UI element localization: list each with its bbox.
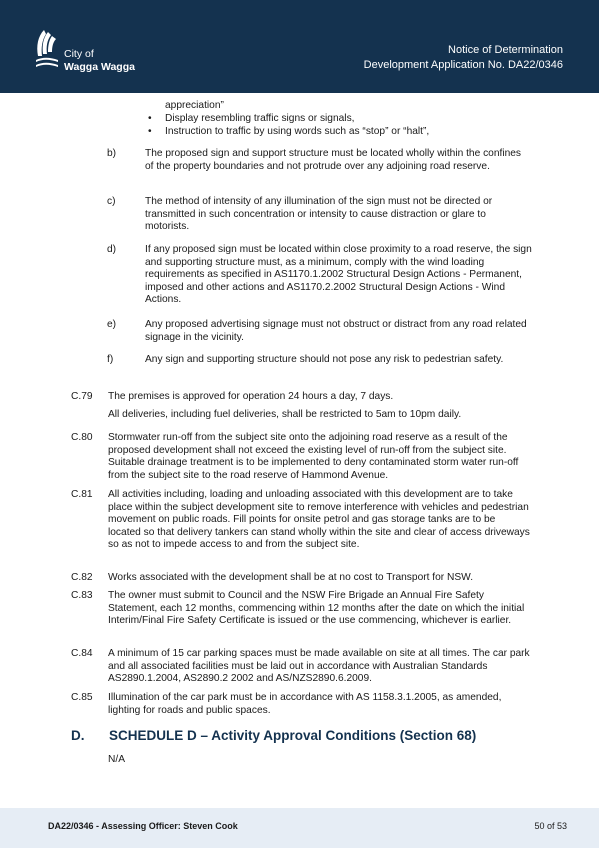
logo-line-1: City of xyxy=(64,48,94,60)
condition-number: C.84 xyxy=(71,648,93,659)
condition-c83 xyxy=(71,590,531,628)
council-logo xyxy=(34,26,154,76)
condition-c82 xyxy=(71,572,531,585)
sub-condition-d xyxy=(107,244,532,307)
bullet-list xyxy=(145,113,555,139)
header-title-block xyxy=(364,43,563,72)
condition-number: C.79 xyxy=(71,391,93,402)
application-number: Development Application No. DA22/0346 xyxy=(363,58,563,71)
sub-label: d) xyxy=(107,244,117,255)
logo-line-2: Wagga Wagga xyxy=(64,60,135,73)
sub-label: c) xyxy=(107,196,116,207)
sub-text: The proposed sign and support structure must be located wholly within the confines of the property boundaries and not protrude over any adjoining road reserve. xyxy=(145,148,522,172)
page-header xyxy=(0,0,599,93)
bullet-text: Instruction to traffic by using words such as “stop” or “halt”, xyxy=(165,126,430,137)
sub-condition-b xyxy=(107,148,532,173)
bullet-icon: • xyxy=(148,126,152,137)
condition-text: All activities including, loading and unloading associated with this development are to take place within the subject development site to remove interference with vehicles and pedestrian movement on public roads. Fill points for onsite petrol and gas storage tanks are to be located so that delivery tankers can stand wholly within the site and clear of access driveways so as not to impede access to and from the subject site. xyxy=(108,489,530,551)
footer-officer: DA22/0346 - Assessing Officer: Steven Cook xyxy=(48,821,238,831)
condition-text: The owner must submit to Council and the NSW Fire Brigade an Annual Fire Safety Statement, each 12 months, commencing within 12 months after the date on which the initial Interim/Final Fire Safety Certificate is issued or the use commencing, whichever is earlier. xyxy=(108,590,525,627)
condition-c79 xyxy=(71,391,531,421)
sub-text: Any proposed advertising signage must not obstruct or distract from any road related signage in the vicinity. xyxy=(145,319,527,343)
condition-text: Works associated with the development shall be at no cost to Transport for NSW. xyxy=(108,572,474,583)
sub-label: e) xyxy=(107,319,117,330)
bullet-text: Display resembling traffic signs or signals, xyxy=(165,113,355,124)
sub-text: Any sign and supporting structure should not pose any risk to pedestrian safety. xyxy=(145,354,504,365)
logo-text xyxy=(64,48,135,73)
bullet-continuation: appreciation” xyxy=(165,100,224,111)
schedule-heading xyxy=(71,730,531,743)
sub-condition-f xyxy=(107,354,532,367)
crow-emblem-icon xyxy=(34,26,64,72)
schedule-letter: D. xyxy=(71,728,85,743)
condition-c80 xyxy=(71,432,531,482)
page-number: 50 of 53 xyxy=(534,821,567,831)
list-item xyxy=(145,113,555,126)
schedule-body: N/A xyxy=(108,754,125,765)
condition-c85 xyxy=(71,692,531,717)
page-body xyxy=(0,93,599,808)
document-type: Notice of Determination xyxy=(448,44,563,56)
condition-number: C.82 xyxy=(71,572,93,583)
sub-label: f) xyxy=(107,354,114,365)
condition-text: Stormwater run-off from the subject site onto the adjoining road reserve as a result of the proposed development shall not exceed the existing level of run-off from the subject site. Suitable drainage treatment is to be implemented to deny contaminated storm water run-off from the subject site to the road reserve of Hammond Avenue. xyxy=(108,432,519,481)
condition-text: A minimum of 15 car parking spaces must be made available on site at all times. The car park and all associated facilities must be laid out in accordance with Australian Standards AS2890.1.2004, AS2890.2 2002 and AS/NZS2890.6.2009. xyxy=(108,648,530,685)
sub-condition-c xyxy=(107,196,532,234)
condition-number: C.80 xyxy=(71,432,93,443)
sub-text: If any proposed sign must be located within close proximity to a road reserve, the sign and supporting structure must, as a minimum, comply with the wind loading requirements as specified in AS1170.1.2002 Structural Design Actions - Permanent, imposed and other actions and AS1170.2.2002 Structural Design Actions - Wind Actions. xyxy=(145,244,532,306)
sub-condition-e xyxy=(107,319,532,344)
sub-text: The method of intensity of any illumination of the sign must not be directed or transmitted in such concentration or intensity to cause distraction or glare to motorists. xyxy=(145,196,493,233)
condition-text: The premises is approved for operation 24 hours a day, 7 days. xyxy=(108,391,394,402)
sub-label: b) xyxy=(107,148,117,159)
condition-c84 xyxy=(71,648,531,686)
schedule-title: SCHEDULE D – Activity Approval Conditions (Section 68) xyxy=(109,728,477,743)
condition-number: C.83 xyxy=(71,590,93,601)
condition-extra-text: All deliveries, including fuel deliveries, shall be restricted to 5am to 10pm daily. xyxy=(108,408,462,420)
bullet-icon: • xyxy=(148,113,152,124)
condition-text: Illumination of the car park must be in accordance with AS 1158.3.1.2005, as amended, lighting for roads and public spaces. xyxy=(108,692,502,716)
condition-c81 xyxy=(71,489,531,552)
condition-number: C.81 xyxy=(71,489,93,500)
page-footer xyxy=(0,808,599,848)
list-item xyxy=(145,126,555,139)
condition-number: C.85 xyxy=(71,692,93,703)
